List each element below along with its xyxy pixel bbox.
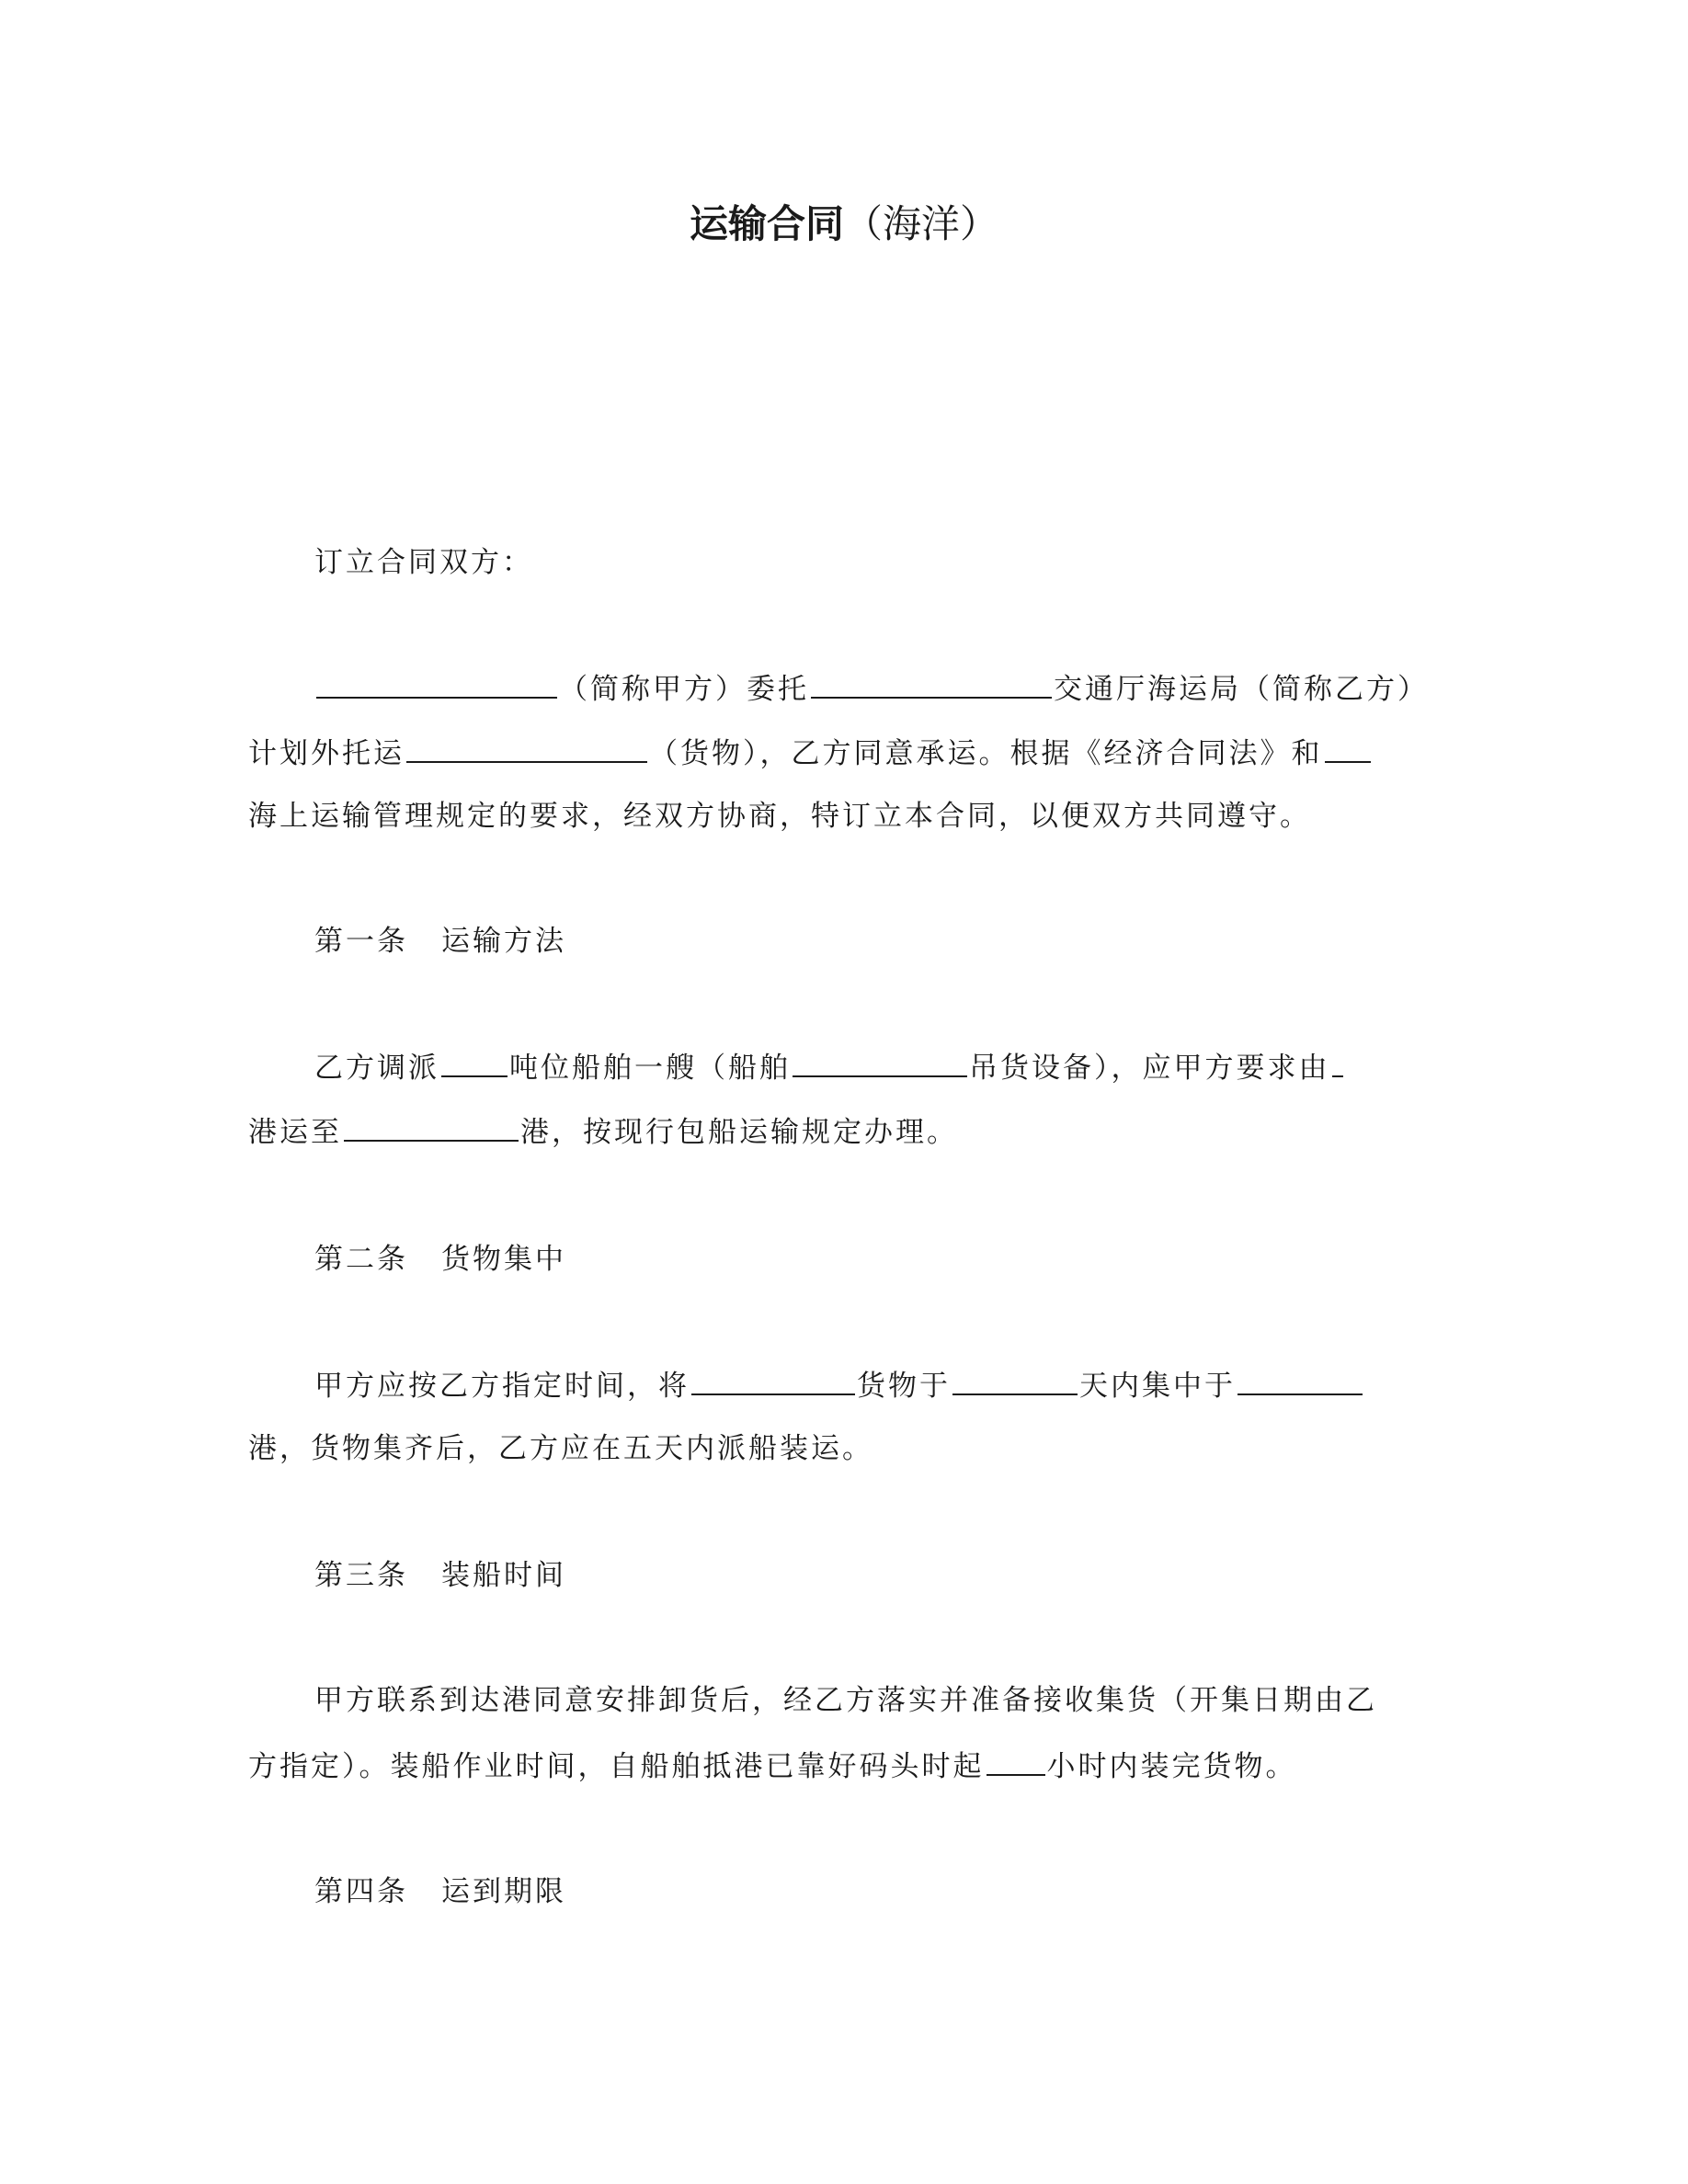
blank-ship-equipment[interactable] [793, 1046, 967, 1077]
intro-text-1a: （简称甲方）委托 [559, 673, 809, 706]
article-1-text-2b: 港，按现行包船运输规定办理。 [520, 1116, 958, 1149]
blank-province[interactable] [811, 667, 1052, 699]
article-1-number: 第一条 [314, 925, 408, 958]
intro-text-2a: 计划外托运 [248, 737, 405, 770]
article-2-heading [314, 1239, 566, 1280]
blank-tonnage[interactable] [441, 1046, 508, 1077]
article-2-text-1c: 天内集中于 [1079, 1370, 1236, 1403]
article-2-line-2: 港，货物集齐后，乙方应在五天内派船装运。 [248, 1432, 873, 1465]
article-4-heading [314, 1871, 566, 1912]
article-2-number: 第二条 [314, 1243, 408, 1276]
intro-text-1b: 交通厅海运局（简称乙方） [1054, 673, 1429, 706]
article-1-line-1 [314, 1046, 1345, 1088]
title-main: 运输合同 [689, 201, 844, 246]
blank-destination-port[interactable] [344, 1110, 519, 1142]
article-1-text-1a: 乙方调派 [314, 1052, 439, 1085]
intro-line-2 [248, 732, 1373, 774]
article-4-number: 第四条 [314, 1875, 408, 1908]
blank-regulation[interactable] [1325, 732, 1371, 763]
parties-label: 订立合同双方： [314, 546, 533, 579]
blank-cargo[interactable] [691, 1364, 855, 1395]
article-3-line-2 [248, 1745, 1297, 1787]
article-3-number: 第三条 [314, 1559, 408, 1592]
article-2-line-1 [314, 1364, 1364, 1406]
article-3-text-2b: 小时内装完货物。 [1046, 1750, 1297, 1783]
article-2-text-1a: 甲方应按乙方指定时间，将 [314, 1370, 690, 1403]
blank-origin-port[interactable] [1332, 1046, 1343, 1077]
blank-party-a[interactable] [316, 667, 557, 699]
article-2-title: 货物集中 [441, 1243, 566, 1276]
article-3-heading [314, 1555, 566, 1596]
article-1-line-2 [248, 1110, 958, 1153]
document-title [0, 199, 1688, 250]
article-1-heading [314, 921, 566, 961]
intro-line-3: 海上运输管理规定的要求，经双方协商，特订立本合同，以便双方共同遵守。 [248, 800, 1311, 833]
article-3-title: 装船时间 [441, 1559, 566, 1592]
blank-hours[interactable] [987, 1745, 1045, 1776]
blank-goods[interactable] [406, 732, 647, 763]
article-4-title: 运到期限 [441, 1875, 566, 1908]
article-1-text-2a: 港运至 [248, 1116, 342, 1149]
article-2-text-1b: 货物于 [857, 1370, 951, 1403]
blank-collection-port[interactable] [1237, 1364, 1363, 1395]
article-3-text-2a: 方指定）。装船作业时间，自船舶抵港已靠好码头时起 [248, 1750, 985, 1783]
article-3-line-1: 甲方联系到达港同意安排卸货后，经乙方落实并准备接收集货（开集日期由乙 [314, 1684, 1377, 1717]
blank-days[interactable] [952, 1364, 1078, 1395]
article-1-text-1c: 吊货设备），应甲方要求由 [969, 1052, 1330, 1085]
article-1-title: 运输方法 [441, 925, 566, 958]
intro-text-2b: （货物），乙方同意承运。根据《经济合同法》和 [649, 737, 1323, 770]
intro-line-1 [314, 667, 1429, 710]
article-1-text-1b: 吨位船舶一艘（船舶 [509, 1052, 791, 1085]
title-sub: （海洋） [844, 201, 999, 246]
